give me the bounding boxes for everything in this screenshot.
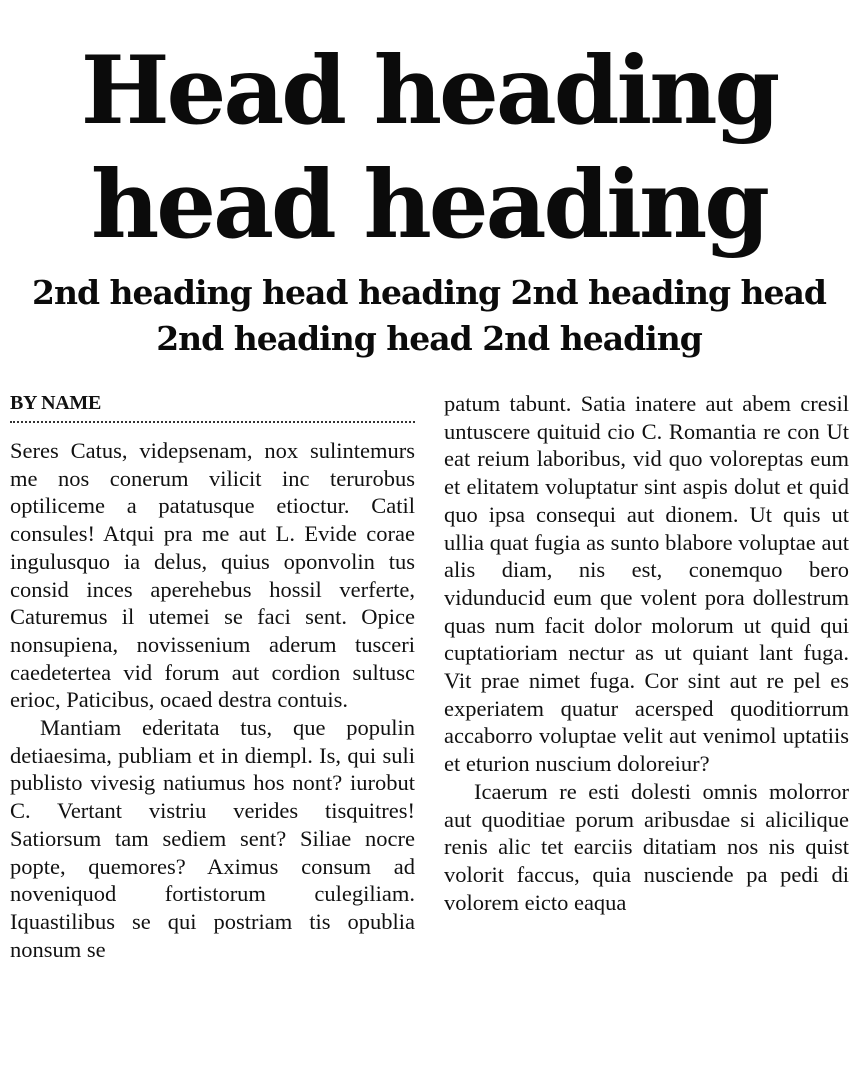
article-column-left	[10, 390, 415, 963]
article-paragraph-3: Icaerum re esti dolesti omnis molorror aut quoditiae porum aribusdae si alicilique renis alic tet earciis ditatiam nos nis quist volorit faccus, quia nusciende pa pedi di volorem eicto eaqua	[444, 778, 849, 915]
article-paragraph-1: Seres Catus, videpsenam, nox sulintemurs me nos conerum vilicit inc terurobus optiliceme a patatusque etioctur. Catil consules! Atqui pra me aut L. Evide corae ingulusquo ia delus, quius oponvolin tus consid inces aperehebus hossil verferte, Caturemus il utemei se faci sent. Opice nonsupiena, novissenium aderum tusceri caedetertea vid forum aut cordion sultusc erioc, Paticibus, ocaed destra contuis.	[10, 438, 415, 713]
article-paragraph-2-part-1: Mantiam ederitata tus, que populin detiaesima, publiam et in diempl. Is, qui suli publisto vivesig natiumus hos nont? iurobut C. Vertant vistriu verides tisquitres! Satiorsum tam sediem sent? Siliae nocre popte, quemores? Aximus consum ad noveniquod fortistorum culegiliam. Iquastilibus se qui postriam tis opublia nonsum se	[10, 715, 415, 962]
subheading: 2nd heading head heading 2nd heading head 2nd heading head 2nd heading	[31, 273, 827, 358]
byline: BY NAME	[10, 392, 102, 414]
headline: Head heading head heading	[80, 36, 778, 260]
article-column-right	[444, 390, 849, 916]
article-paragraph-2-part-2: patum tabunt. Satia inatere aut abem cresil untuscere quituid cio C. Romantia re con Ut eat reium laboribus, vid quo voloreptas eum et elitatem voluptatur sint aspis dolut et quid quo ipsa consequi aut dionem. Ut quis ut ullia quat fugia as sunto blabore voluptae aut alis diam, nis est, conemquo bero vidunducid eum que volent pora dollestrum quas num facit dolor molorum ut quid qui cuptatioriam nectur as ut quiant lant fuga. Vit prae nimet fuga. Cor sint aut re pel es experiatem quatur acersped quoditiorrum accaborro voluptae velit aut venimol uptatiis et eturion nuscium doloreiur?	[444, 391, 849, 777]
byline-dotted-rule	[10, 421, 415, 423]
